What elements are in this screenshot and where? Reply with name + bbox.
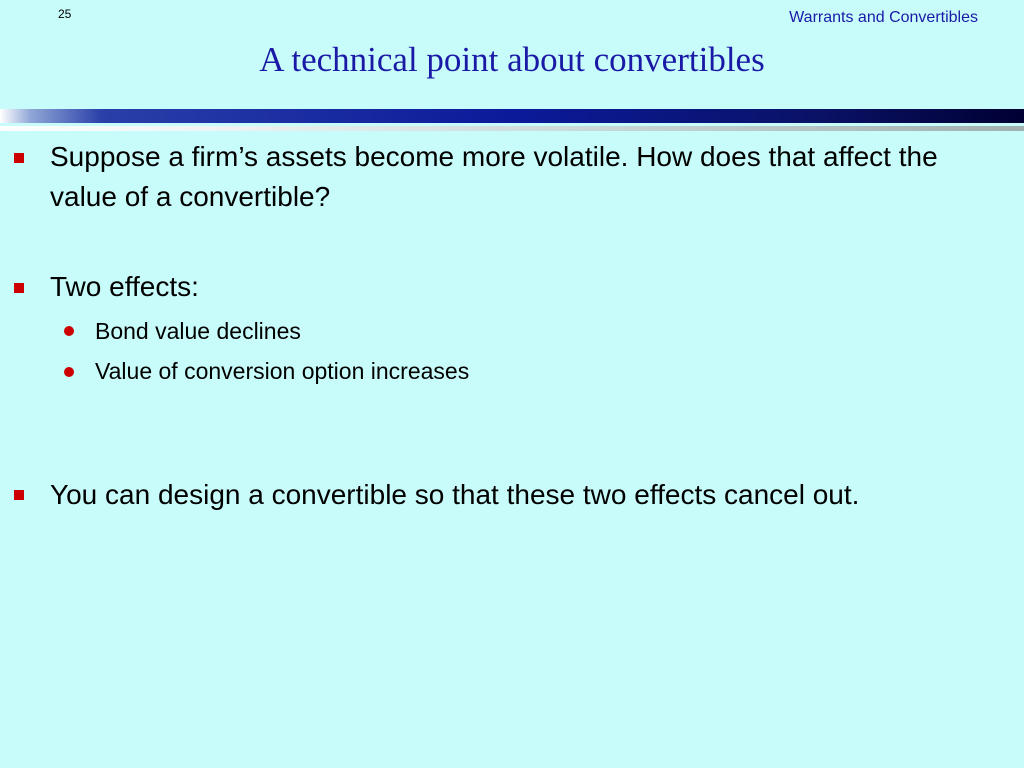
deck-title: Warrants and Convertibles <box>789 9 978 26</box>
bullet-square-icon <box>14 283 24 293</box>
slide-title: A technical point about convertibles <box>259 40 765 79</box>
bullet-square-icon <box>14 490 24 500</box>
sub-bullet-2-text: Value of conversion option increases <box>95 358 470 384</box>
slide-number: 25 <box>58 7 72 21</box>
bullet-2-text: Two effects: <box>50 271 199 302</box>
sub-bullet-dot-icon <box>64 326 74 336</box>
bullet-1-text: Suppose a firm’s assets become more volatile. How does that affect the value of a convertible? <box>50 141 938 212</box>
sub-bullet-1-text: Bond value declines <box>95 318 301 344</box>
bullet-square-icon <box>14 153 24 163</box>
sub-bullet-dot-icon <box>64 367 74 377</box>
bullet-3-text: You can design a convertible so that these two effects cancel out. <box>50 479 860 510</box>
